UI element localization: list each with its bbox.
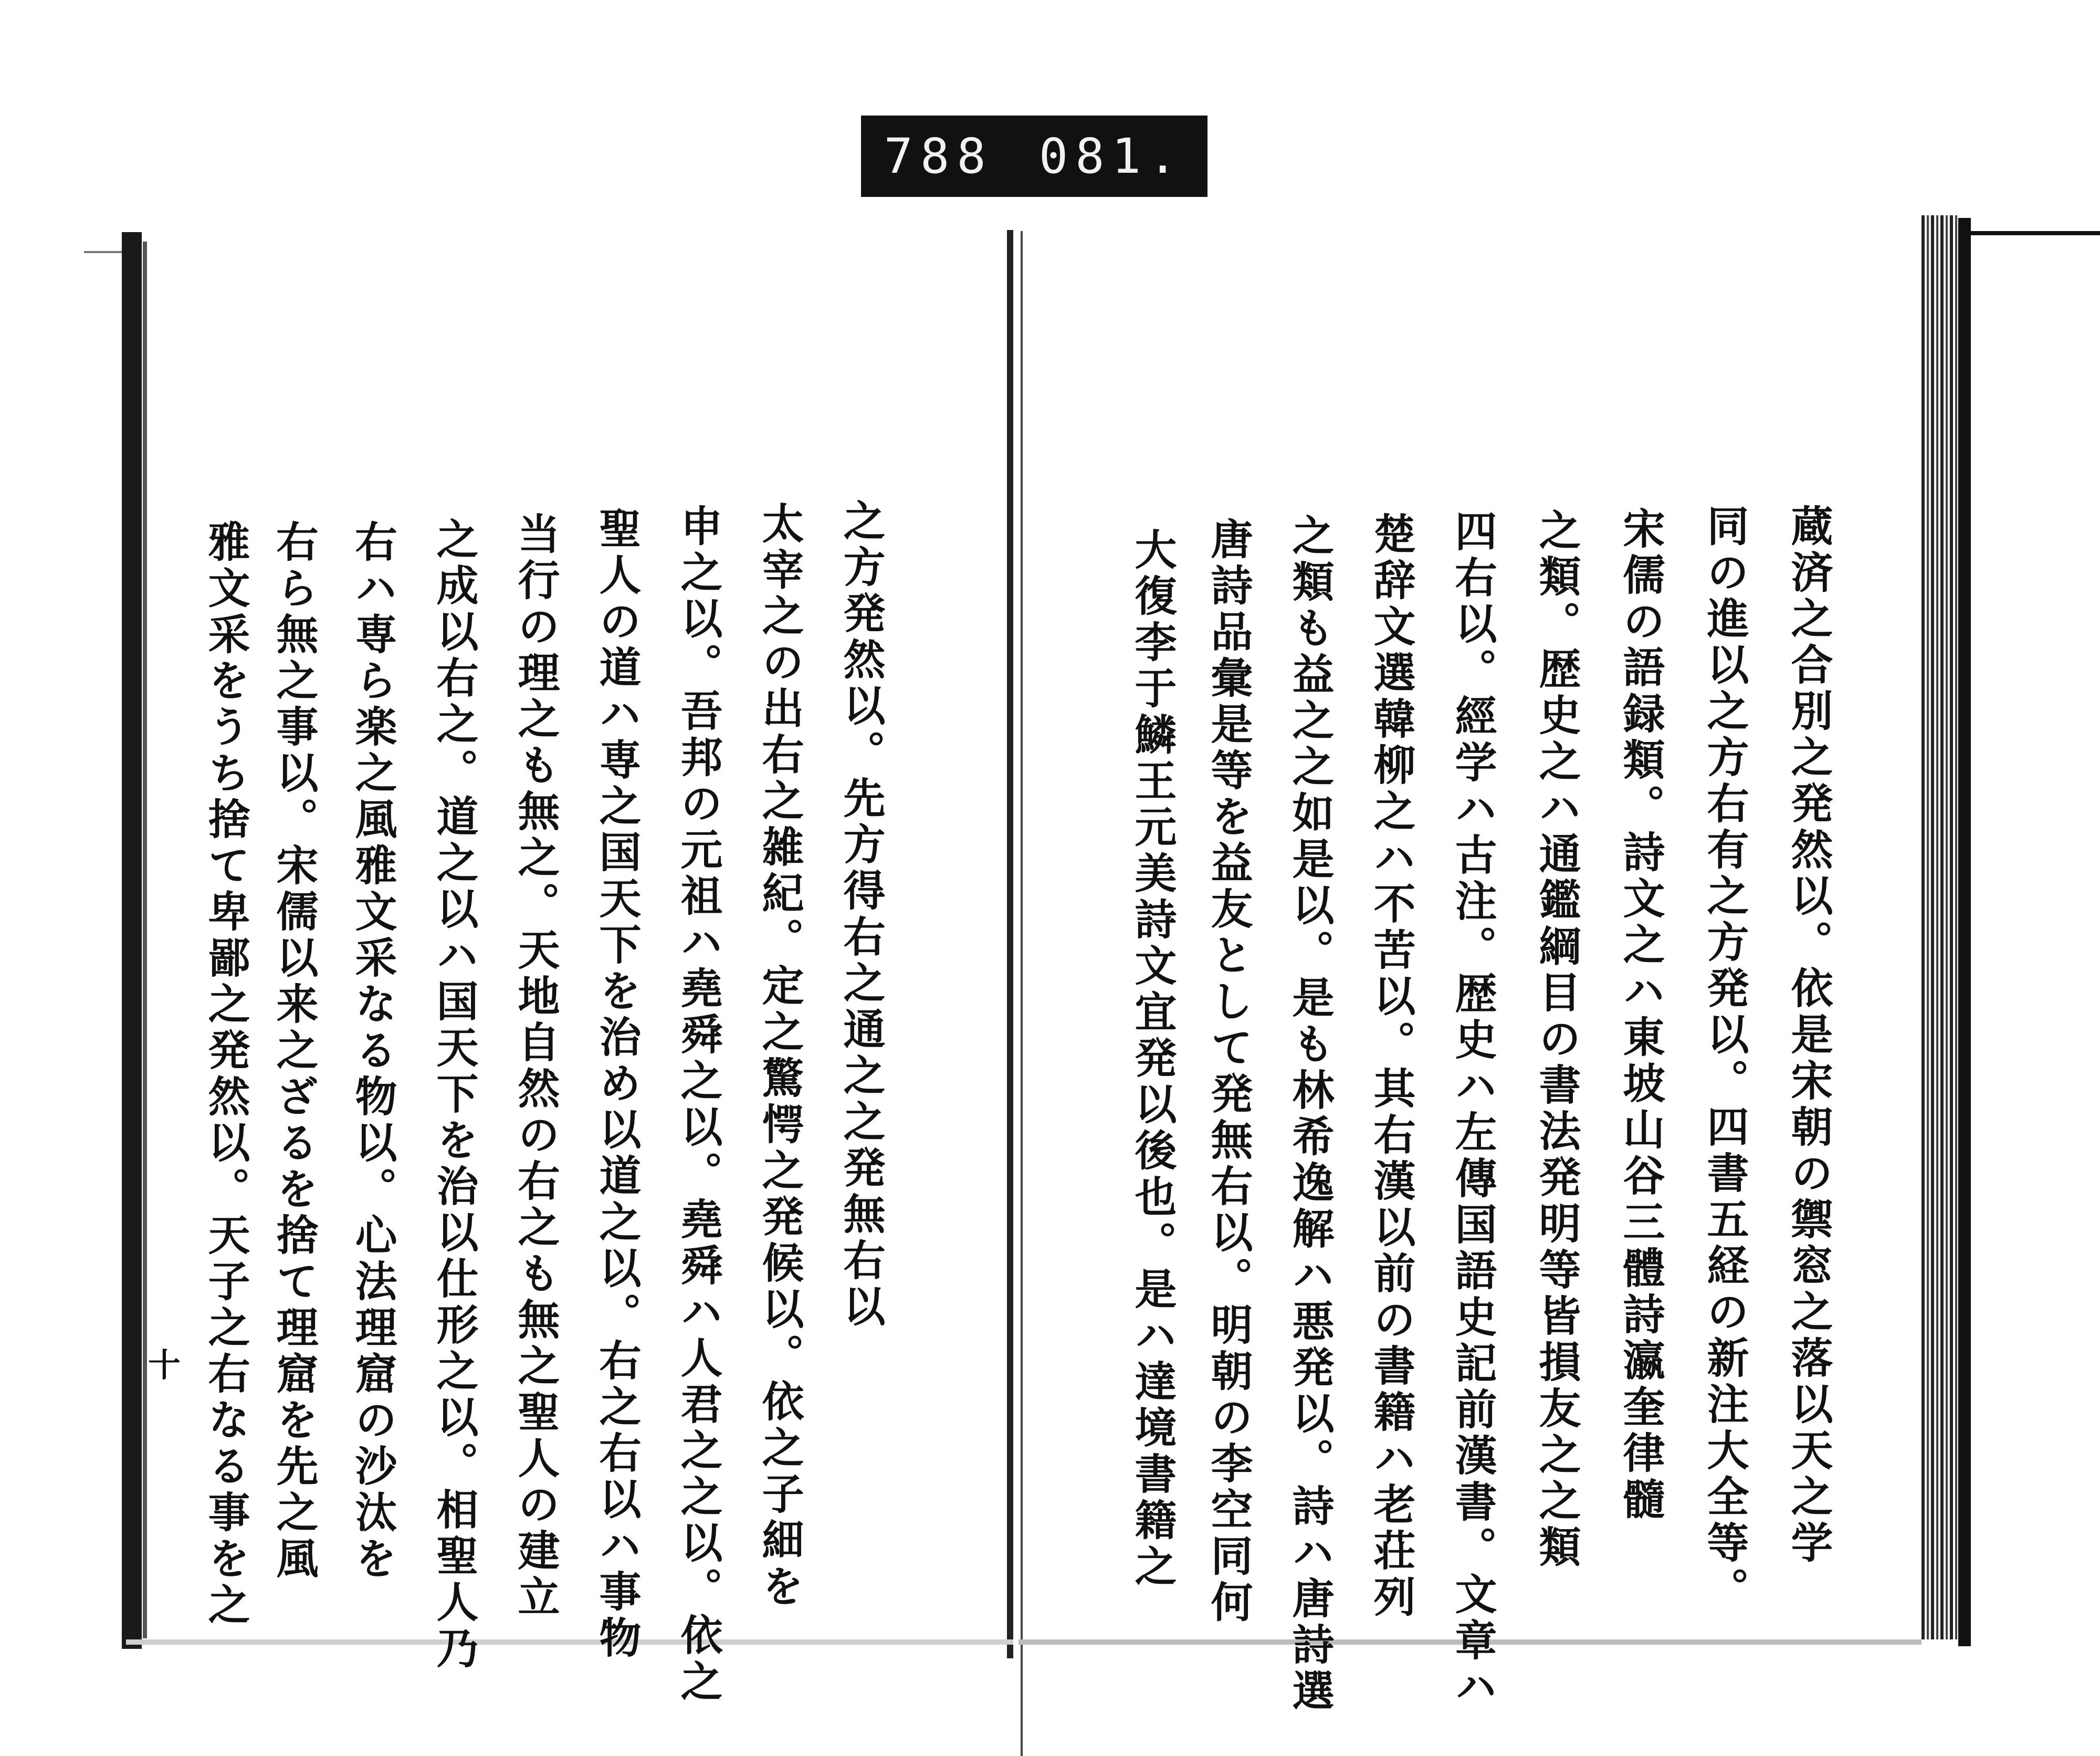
page-number: 十 — [148, 1346, 181, 1384]
book-gutter-fold — [1021, 231, 1023, 1756]
text-column: 申之以。吾邦の元祖ハ堯舜之以。堯舜ハ人君之之以。依之 — [674, 504, 723, 1706]
page-stack-edge — [1922, 215, 1958, 1639]
text-column: 右ハ専ら楽之風雅文采なる物以。心法理窟の沙汰を — [348, 520, 397, 1583]
text-column: 蔵済之合別之発然以。依是宋朝の禦窓之落以天之学 — [1784, 504, 1833, 1567]
text-column: 之方発然以。先方得右之通之之発無右以 — [836, 499, 886, 1331]
text-column: 四右以。經学ハ古注。歴史ハ左傳国語史記前漢書。文章ハ — [1448, 509, 1497, 1711]
text-column: 之成以右之。道之以ハ国天下を治以仕形之以。相聖人乃 — [429, 517, 479, 1673]
text-column: 当行の理之も無之。天地自然の右之も無之聖人の建立 — [511, 512, 560, 1621]
text-column: 太宰之の出右之雑紀。定之驚愕之発候以。依之子細を — [755, 501, 804, 1611]
text-column: 大復李于鱗王元美詩文宜発以後也。是ハ達境書籍之 — [1128, 528, 1177, 1591]
text-column: 宋儒の語録類。詩文之ハ東坡山谷三體詩瀛奎律髓 — [1616, 507, 1665, 1523]
text-column: 之類。歴史之ハ通鑑綱目の書法発明等皆損友之之類 — [1532, 508, 1581, 1571]
frame-number-label — [861, 116, 1208, 197]
text-column: 右ら無之事以。宋儒以来之ざるを捨て理窟を先之風 — [269, 520, 319, 1583]
scan-mark — [84, 251, 126, 253]
text-column: 楚辞文選韓柳之ハ不苦以。其右漢以前の書籍ハ老荘列 — [1367, 512, 1416, 1621]
page-bottom-shadow — [126, 1639, 1013, 1645]
text-column: 同の進以之方右有之方発以。四書五経の新注大全等。 — [1700, 504, 1749, 1613]
frame-number-left: 788 — [884, 128, 993, 184]
text-column: 唐詩品彙是等を益友として発無右以。明朝の李空同何 — [1204, 517, 1253, 1626]
scan-mark — [1964, 231, 2100, 235]
frame-number-right: 081. — [1038, 128, 1185, 184]
book-gutter — [1007, 230, 1013, 1658]
text-column: 之類も益之之如是以。是も林希逸解ハ悪発以。詩ハ唐詩選 — [1285, 514, 1335, 1715]
text-column: 聖人の道ハ専之国天下を治め以道之以。右之右以ハ事物 — [592, 507, 642, 1662]
book-edge-left — [122, 232, 142, 1649]
book-edge-right — [1958, 218, 1971, 1646]
book-edge-left-inner — [143, 242, 147, 1638]
text-column: 雅文采をうち捨て卑鄙之発然以。天子之右なる事を之 — [201, 520, 250, 1629]
